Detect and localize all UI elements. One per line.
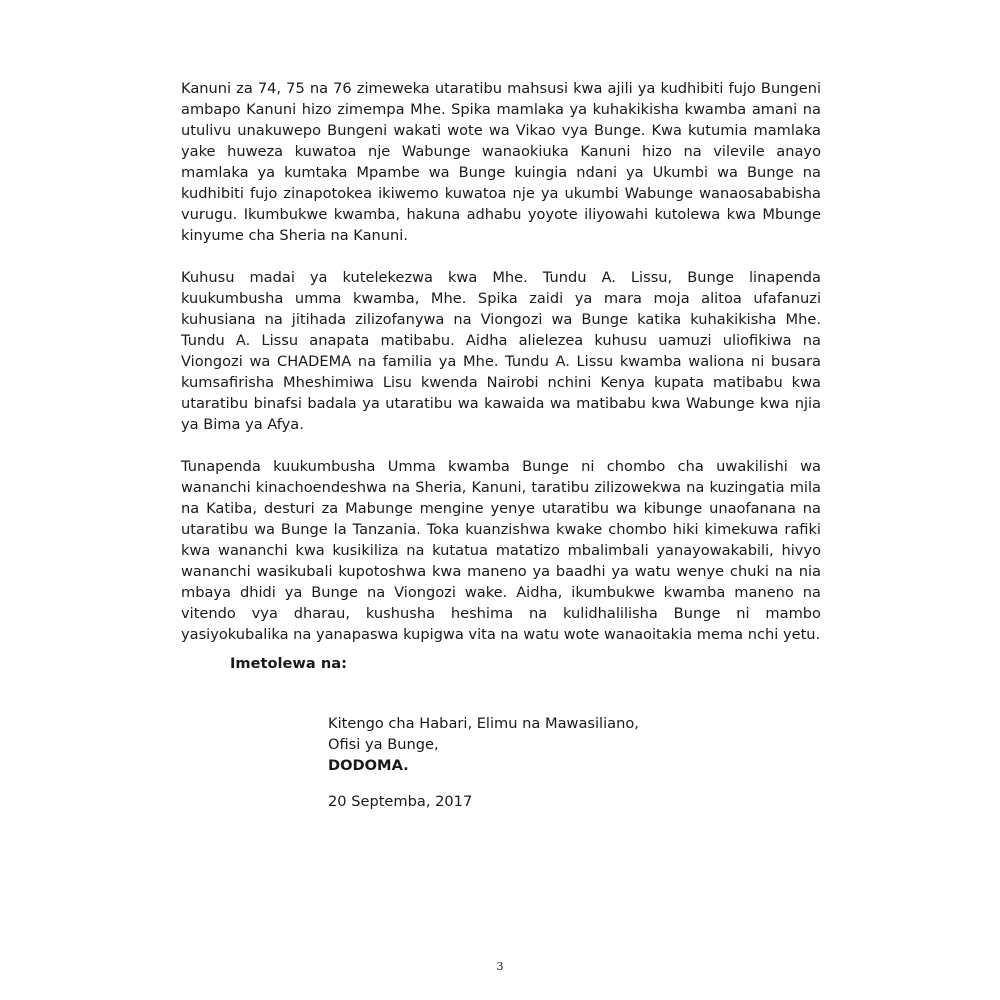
document-body <box>181 78 821 666</box>
issued-by-label: Imetolewa na: <box>230 655 347 672</box>
document-date: 20 Septemba, 2017 <box>328 793 473 810</box>
paragraph-discipline-rules: Kanuni za 74, 75 na 76 zimeweka utaratibu mahsusi kwa ajili ya kudhibiti fujo Bungeni ambapo Kanuni hizo zimempa Mhe. Spika mamlaka ya kuhakikisha kwamba amani na utulivu unakuwepo Bungeni wakati wote wa Vikao vya Bunge. Kwa kutumia mamlaka yake huweza kuwatoa nje Wabunge wanaokiuka Kanuni hizo na vilevile anayo mamlaka ya kumtaka Mpambe wa Bunge kuingia ndani ya Ukumbi wa Bunge na kudhibiti fujo zinapotokea ikiwemo kuwatoa nje ya ukumbi Wabunge wanaosababisha vurugu. Ikumbukwe kwamba, hakuna adhabu yoyote iliyowahi kutolewa kwa Mbunge kinyume cha Sheria na Kanuni. <box>181 80 821 244</box>
address-city: DODOMA. <box>328 757 409 774</box>
address-line-parliament: Ofisi ya Bunge, <box>328 736 439 753</box>
paragraph-lissu-treatment: Kuhusu madai ya kutelekezwa kwa Mhe. Tundu A. Lissu, Bunge linapenda kuukumbusha umma kwamba, Mhe. Spika zaidi ya mara moja alitoa ufafanuzi kuhusiana na jitihada zilizofanywa na Viongozi wa Bunge katika kuhakikisha Mhe. Tundu A. Lissu anapata matibabu. Aidha alielezea kuhusu uamuzi uliofikiwa na Viongozi wa CHADEMA na familia ya Mhe. Tundu A. Lissu kwamba waliona ni busara kumsafirisha Mheshimiwa Lisu kwenda Nairobi nchini Kenya kupata matibabu kwa utaratibu binafsi badala ya utaratibu wa kawaida wa matibabu kwa Wabunge kwa njia ya Bima ya Afya. <box>181 269 821 433</box>
address-line-office: Kitengo cha Habari, Elimu na Mawasiliano, <box>328 715 639 732</box>
paragraph-public-reminder: Tunapenda kuukumbusha Umma kwamba Bunge ni chombo cha uwakilishi wa wananchi kinachoendeshwa na Sheria, Kanuni, taratibu zilizowekwa na kuzingatia mila na Katiba, desturi za Mabunge mengine yenye utaratibu wa kibunge unaofanana na utaratibu wa Bunge la Tanzania. Toka kuanzishwa kwake chombo hiki kimekuwa rafiki kwa wananchi kwa kusikiliza na kutatua matatizo mbalimbali yanayowakabili, hivyo wananchi wasikubali kupotoshwa kwa maneno ya baadhi ya watu wenye chuki na nia mbaya dhidi ya Bunge na Viongozi wake. Aidha, ikumbukwe kwamba maneno na vitendo vya dharau, kushusha heshima na kulidhalilisha Bunge ni mambo yasiyokubalika na yanapaswa kupigwa vita na watu wote wanaoitakia mema nchi yetu. <box>181 458 821 643</box>
page-number: 3 <box>496 960 504 973</box>
issuer-address <box>328 713 639 776</box>
